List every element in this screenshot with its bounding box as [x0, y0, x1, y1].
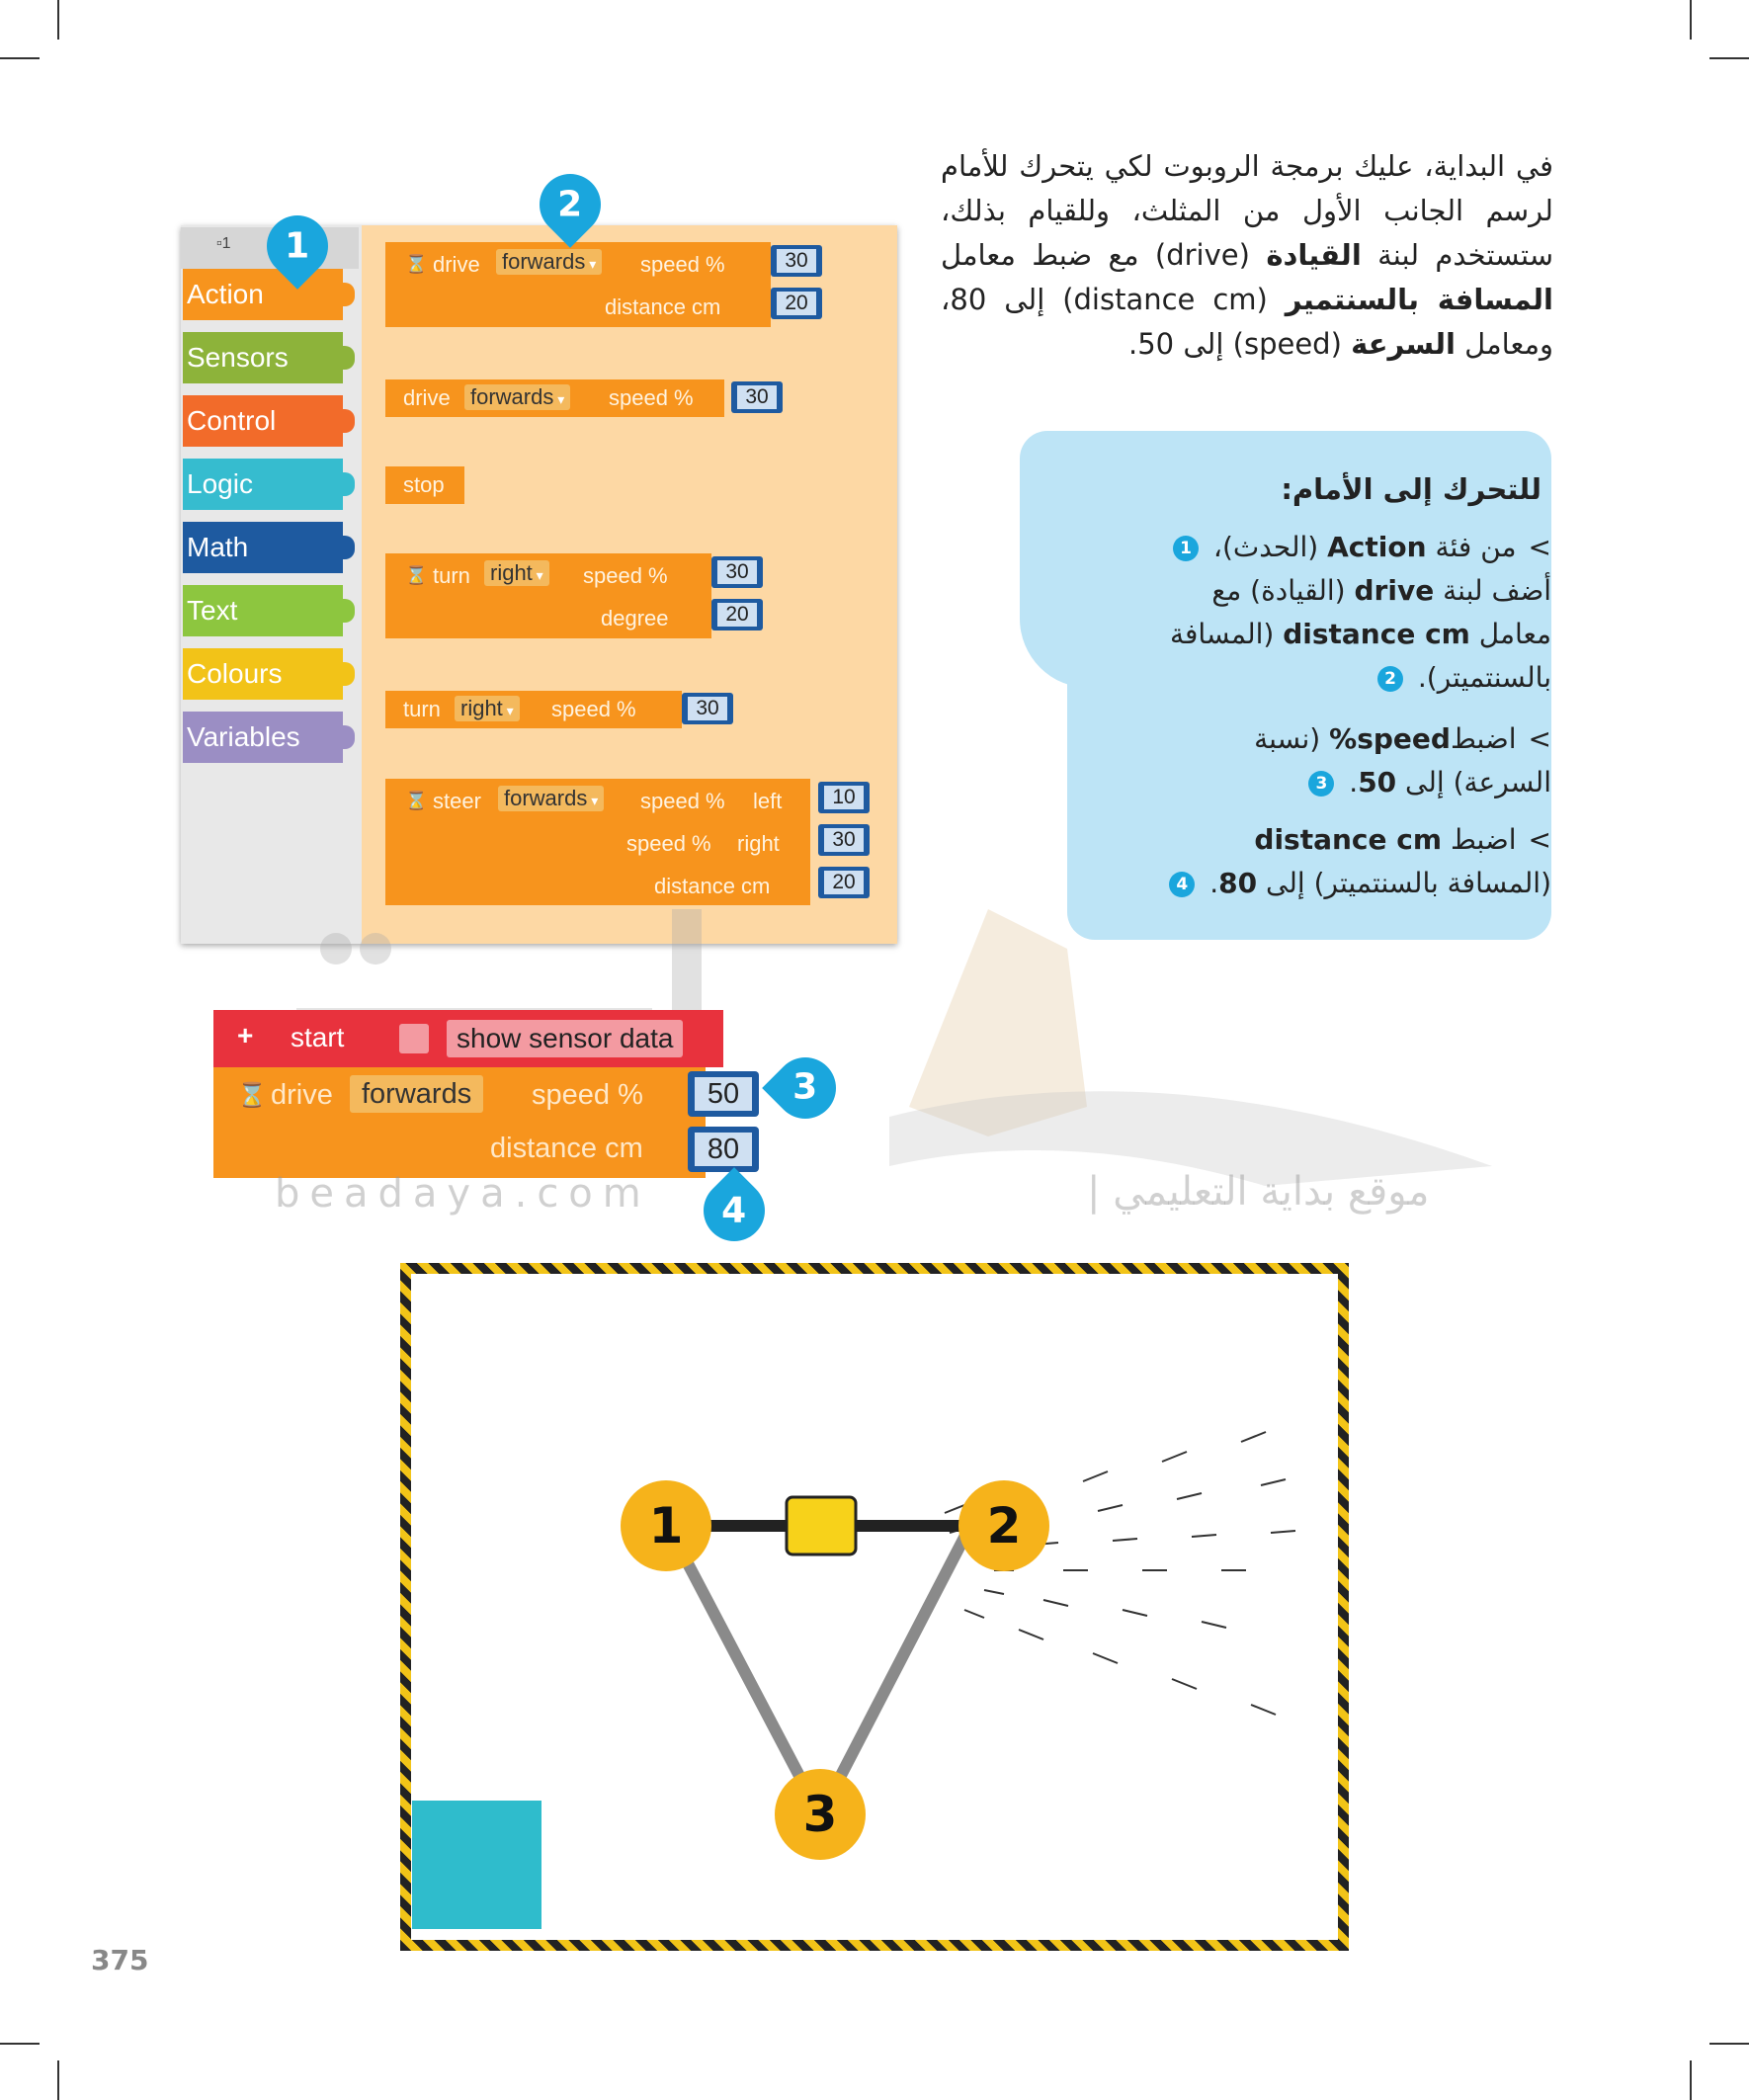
chevron-icon: >: [1528, 531, 1551, 563]
arena-drawing: [411, 1274, 1338, 1940]
category-control[interactable]: [183, 395, 343, 447]
speed-value[interactable]: [682, 693, 733, 724]
bullet-text: اضبط: [1450, 722, 1517, 755]
turn-degree-block[interactable]: [385, 553, 749, 638]
value-text: 30: [688, 697, 727, 720]
paragraph-text: (drive) مع ضبط معامل: [941, 238, 1267, 272]
bullet-text: (القيادة) مع معامل: [1211, 574, 1551, 650]
hourglass-icon: ⌛: [405, 791, 428, 810]
crop-mark: [1709, 2043, 1749, 2045]
bullet-bold: distance cm: [1283, 618, 1470, 650]
waypoint-1: 1: [621, 1480, 711, 1571]
block-label: drive: [433, 252, 480, 277]
crop-mark: [57, 0, 59, 40]
category-colours[interactable]: [183, 648, 343, 700]
bullet-text: (المسافة بالسنتميتر) إلى: [1257, 867, 1551, 899]
watermark-arabic: موقع بداية التعليمي |: [1087, 1169, 1430, 1215]
step-number-badge: 3: [1308, 771, 1334, 797]
speed-value[interactable]: [688, 1071, 759, 1117]
paragraph-text: (distance cm) إلى 80، ومعامل: [941, 283, 1553, 361]
block-label: degree: [601, 606, 669, 630]
category-label: Text: [187, 595, 238, 626]
paragraph-bold: المسافة بالسنتمير: [1285, 283, 1554, 316]
value-text: 80: [695, 1133, 752, 1166]
value-text: 50: [695, 1077, 752, 1111]
value-text: 30: [717, 560, 757, 584]
category-label: Action: [187, 279, 264, 309]
category-label: Sensors: [187, 342, 289, 373]
bullet-bold: 50: [1358, 766, 1397, 798]
bullet-text: (المسافة بالسنتميتر).: [1169, 618, 1551, 694]
block-label: speed %: [551, 697, 636, 721]
bullet-bold: speed%: [1329, 722, 1451, 755]
direction-dropdown[interactable]: forwards: [350, 1075, 483, 1113]
page-number: 375: [91, 1944, 149, 1976]
turn-block[interactable]: [385, 691, 719, 728]
value-text: 10: [824, 786, 864, 809]
block-label: left: [753, 789, 783, 813]
block-label: right: [737, 831, 780, 856]
palette-header-label: ▫1: [216, 235, 231, 252]
direction-dropdown[interactable]: right ▾: [455, 696, 520, 721]
info-title: للتحرك إلى الأمام:: [1281, 472, 1541, 506]
info-bullet-2: [1156, 717, 1551, 804]
bullet-text: .: [1201, 867, 1219, 899]
value-text: 30: [737, 385, 777, 409]
info-bullet-1: [1156, 526, 1551, 700]
speed-value[interactable]: [711, 556, 763, 588]
paragraph-text: (speed) إلى 50.: [1128, 327, 1352, 361]
bullet-text: أضف لبنة: [1434, 574, 1551, 607]
start-label: start: [291, 1022, 345, 1052]
direction-dropdown[interactable]: forwards ▾: [498, 786, 604, 811]
block-label: distance cm: [605, 294, 721, 319]
block-label: speed %: [640, 789, 725, 813]
watermark-url: beadaya.com: [275, 1171, 651, 1217]
block-label: stop: [403, 472, 445, 497]
sensor-checkbox[interactable]: [399, 1024, 429, 1053]
badge-number: 4: [721, 1190, 747, 1230]
steer-block[interactable]: [385, 779, 856, 905]
bullet-bold: distance cm: [1254, 823, 1443, 856]
category-label: Logic: [187, 468, 253, 499]
bullet-text: من فئة: [1426, 531, 1517, 563]
step-number-badge: 2: [1377, 666, 1403, 692]
block-label: drive: [271, 1079, 333, 1111]
waypoint-3: 3: [775, 1769, 866, 1860]
category-label: Variables: [187, 721, 300, 752]
robot-icon: [787, 1497, 856, 1554]
block-label: speed %: [583, 563, 668, 588]
distance-value[interactable]: [688, 1127, 759, 1172]
hourglass-icon: ⌛: [237, 1082, 267, 1109]
block-label: distance cm: [654, 874, 771, 898]
distance-value[interactable]: [771, 288, 822, 319]
block-label: turn: [403, 697, 441, 721]
step-number-badge: 1: [1173, 536, 1199, 561]
intro-paragraph: [941, 144, 1553, 367]
badge-number: 2: [557, 184, 583, 224]
direction-dropdown[interactable]: right ▾: [484, 560, 549, 586]
category-math[interactable]: [183, 522, 343, 573]
chevron-icon: >: [1528, 823, 1551, 856]
start-hat-block[interactable]: [213, 1010, 723, 1067]
badge-number: 3: [792, 1067, 818, 1108]
target-square: [412, 1801, 541, 1929]
speed-value[interactable]: [731, 381, 783, 413]
block-label: speed %: [532, 1079, 643, 1111]
plus-icon[interactable]: +: [237, 1020, 254, 1050]
block-label: turn: [433, 563, 470, 588]
degree-value[interactable]: [711, 599, 763, 630]
left-speed-value[interactable]: [818, 782, 870, 813]
block-label: distance cm: [490, 1133, 643, 1164]
category-text[interactable]: [183, 585, 343, 636]
value-text: 30: [777, 249, 816, 273]
crop-mark: [1709, 57, 1749, 59]
block-label: steer: [433, 789, 481, 813]
speed-value[interactable]: [771, 245, 822, 277]
show-sensor-data-label: show sensor data: [447, 1020, 683, 1057]
waypoint-2: 2: [958, 1480, 1049, 1571]
stop-block[interactable]: [385, 466, 464, 504]
step-number-badge: 4: [1169, 872, 1195, 897]
category-action[interactable]: [183, 269, 343, 320]
crop-mark: [1690, 2060, 1692, 2100]
crop-mark: [57, 2060, 59, 2100]
value-text: 20: [717, 603, 757, 627]
category-label: Math: [187, 532, 249, 562]
bullet-text: اضبط: [1442, 823, 1517, 856]
drive-block[interactable]: [385, 379, 769, 417]
category-logic[interactable]: [183, 459, 343, 510]
value-text: 20: [777, 292, 816, 315]
hourglass-icon: ⌛: [405, 254, 428, 274]
direction-dropdown[interactable]: forwards ▾: [496, 249, 602, 275]
value-text: 20: [824, 871, 864, 894]
category-label: Control: [187, 405, 277, 436]
bullet-text: (نسبة السرعة) إلى: [1254, 722, 1551, 798]
paragraph-bold: السرعة: [1351, 327, 1456, 361]
drive-distance-block[interactable]: [385, 242, 808, 327]
bullet-bold: Action: [1327, 531, 1427, 563]
value-text: 30: [824, 828, 864, 852]
category-label: Colours: [187, 658, 283, 689]
crop-mark: [0, 2043, 40, 2045]
hourglass-icon: ⌛: [405, 565, 428, 585]
crop-mark: [0, 57, 40, 59]
category-sensors[interactable]: [183, 332, 343, 383]
bullet-text: .: [1340, 766, 1359, 798]
category-variables[interactable]: [183, 712, 343, 763]
crop-mark: [1690, 0, 1692, 40]
block-label: speed %: [640, 252, 725, 277]
bullet-text: (الحدث)،: [1205, 531, 1328, 563]
paragraph-bold: القيادة: [1266, 238, 1362, 272]
bullet-bold: 80: [1218, 867, 1258, 899]
bullet-bold: drive: [1354, 574, 1435, 607]
paragraph-text: في البداية، عليك برمجة الروبوت لكي يتحرك للأمام لرسم الجانب الأول من المثلث، وللقيام بذلك، ستستخدم لبنة: [941, 149, 1553, 272]
block-label: speed %: [626, 831, 711, 856]
block-label: drive: [403, 385, 451, 410]
direction-dropdown[interactable]: forwards ▾: [464, 384, 570, 410]
drive-program-block[interactable]: [213, 1067, 740, 1178]
right-speed-value[interactable]: [818, 824, 870, 856]
chevron-icon: >: [1528, 722, 1551, 755]
badge-number: 1: [285, 225, 310, 266]
block-label: speed %: [609, 385, 694, 410]
